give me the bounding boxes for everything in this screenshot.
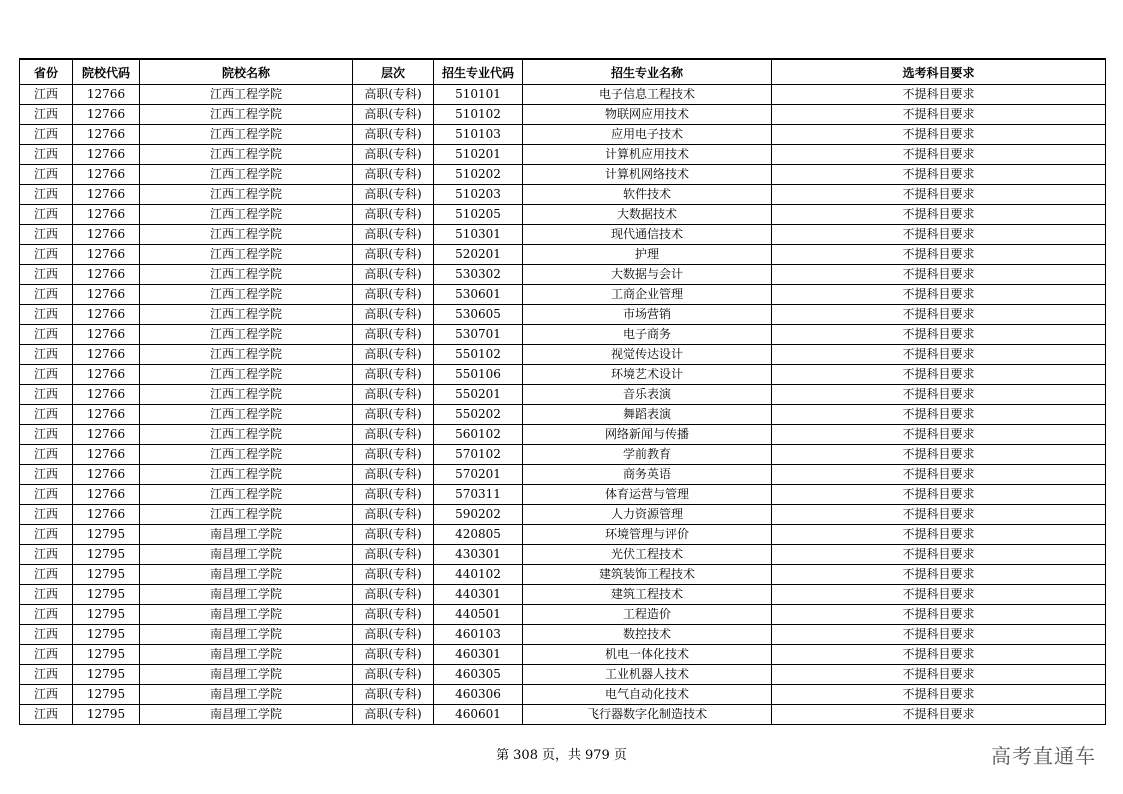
- cell-school-code: 12766: [73, 245, 140, 265]
- cell-province: 江西: [20, 645, 73, 665]
- cell-subject-requirement: 不提科目要求: [772, 445, 1106, 465]
- cell-school-code: 12795: [73, 625, 140, 645]
- cell-level: 高职(专科): [353, 485, 434, 505]
- cell-school-name: 南昌理工学院: [140, 645, 353, 665]
- table-row: [20, 205, 1106, 225]
- cell-level: 高职(专科): [353, 425, 434, 445]
- cell-school-name: 江西工程学院: [140, 145, 353, 165]
- cell-level: 高职(专科): [353, 705, 434, 725]
- cell-major-code: 570311: [434, 485, 523, 505]
- table-row: [20, 665, 1106, 685]
- cell-province: 江西: [20, 445, 73, 465]
- cell-level: 高职(专科): [353, 265, 434, 285]
- cell-major-name: 现代通信技术: [523, 225, 772, 245]
- cell-level: 高职(专科): [353, 445, 434, 465]
- cell-major-name: 光伏工程技术: [523, 545, 772, 565]
- cell-school-code: 12766: [73, 145, 140, 165]
- cell-subject-requirement: 不提科目要求: [772, 565, 1106, 585]
- table-row: [20, 605, 1106, 625]
- cell-school-code: 12766: [73, 345, 140, 365]
- cell-school-name: 江西工程学院: [140, 465, 353, 485]
- cell-school-name: 江西工程学院: [140, 265, 353, 285]
- cell-province: 江西: [20, 105, 73, 125]
- cell-level: 高职(专科): [353, 125, 434, 145]
- table-row: [20, 365, 1106, 385]
- cell-major-name: 软件技术: [523, 185, 772, 205]
- cell-school-name: 江西工程学院: [140, 125, 353, 145]
- table-row: [20, 265, 1106, 285]
- cell-major-name: 数控技术: [523, 625, 772, 645]
- cell-school-name: 南昌理工学院: [140, 605, 353, 625]
- table-row: [20, 285, 1106, 305]
- cell-province: 江西: [20, 285, 73, 305]
- cell-school-code: 12766: [73, 365, 140, 385]
- cell-subject-requirement: 不提科目要求: [772, 285, 1106, 305]
- cell-level: 高职(专科): [353, 105, 434, 125]
- cell-school-code: 12766: [73, 205, 140, 225]
- footer-suffix: 页: [613, 748, 627, 763]
- cell-province: 江西: [20, 185, 73, 205]
- cell-level: 高职(专科): [353, 605, 434, 625]
- cell-school-name: 江西工程学院: [140, 385, 353, 405]
- table-row: [20, 645, 1106, 665]
- table-row: [20, 465, 1106, 485]
- cell-subject-requirement: 不提科目要求: [772, 325, 1106, 345]
- table-row: [20, 325, 1106, 345]
- cell-province: 江西: [20, 465, 73, 485]
- cell-school-code: 12766: [73, 185, 140, 205]
- cell-school-code: 12795: [73, 525, 140, 545]
- cell-province: 江西: [20, 585, 73, 605]
- table-row: [20, 425, 1106, 445]
- cell-school-code: 12766: [73, 445, 140, 465]
- cell-school-code: 12795: [73, 705, 140, 725]
- cell-level: 高职(专科): [353, 325, 434, 345]
- cell-province: 江西: [20, 625, 73, 645]
- cell-major-name: 计算机网络技术: [523, 165, 772, 185]
- cell-school-name: 江西工程学院: [140, 325, 353, 345]
- cell-major-name: 工程造价: [523, 605, 772, 625]
- header-subject-requirement: 选考科目要求: [772, 59, 1106, 85]
- cell-province: 江西: [20, 425, 73, 445]
- cell-school-name: 江西工程学院: [140, 365, 353, 385]
- cell-subject-requirement: 不提科目要求: [772, 525, 1106, 545]
- cell-school-code: 12766: [73, 265, 140, 285]
- cell-subject-requirement: 不提科目要求: [772, 405, 1106, 425]
- cell-subject-requirement: 不提科目要求: [772, 365, 1106, 385]
- cell-school-name: 南昌理工学院: [140, 625, 353, 645]
- cell-level: 高职(专科): [353, 645, 434, 665]
- cell-major-code: 460301: [434, 645, 523, 665]
- table-row: [20, 305, 1106, 325]
- cell-major-code: 440301: [434, 585, 523, 605]
- cell-school-name: 江西工程学院: [140, 245, 353, 265]
- cell-school-code: 12795: [73, 605, 140, 625]
- cell-province: 江西: [20, 225, 73, 245]
- cell-major-code: 420805: [434, 525, 523, 545]
- cell-school-code: 12795: [73, 665, 140, 685]
- cell-level: 高职(专科): [353, 465, 434, 485]
- cell-school-name: 江西工程学院: [140, 485, 353, 505]
- cell-level: 高职(专科): [353, 85, 434, 105]
- cell-major-code: 460305: [434, 665, 523, 685]
- cell-subject-requirement: 不提科目要求: [772, 425, 1106, 445]
- table-header-row: [20, 59, 1106, 85]
- cell-subject-requirement: 不提科目要求: [772, 245, 1106, 265]
- cell-school-code: 12795: [73, 545, 140, 565]
- cell-school-name: 江西工程学院: [140, 445, 353, 465]
- cell-province: 江西: [20, 605, 73, 625]
- header-level: 层次: [353, 59, 434, 85]
- cell-major-name: 市场营销: [523, 305, 772, 325]
- table-row: [20, 625, 1106, 645]
- cell-major-code: 570201: [434, 465, 523, 485]
- watermark: 高考直通车: [991, 744, 1096, 768]
- cell-province: 江西: [20, 265, 73, 285]
- cell-school-code: 12766: [73, 225, 140, 245]
- cell-level: 高职(专科): [353, 545, 434, 565]
- cell-major-name: 环境管理与评价: [523, 525, 772, 545]
- cell-school-code: 12795: [73, 585, 140, 605]
- cell-major-code: 510102: [434, 105, 523, 125]
- cell-subject-requirement: 不提科目要求: [772, 305, 1106, 325]
- cell-major-name: 建筑工程技术: [523, 585, 772, 605]
- cell-province: 江西: [20, 565, 73, 585]
- cell-major-code: 510301: [434, 225, 523, 245]
- cell-school-code: 12766: [73, 485, 140, 505]
- cell-school-name: 南昌理工学院: [140, 665, 353, 685]
- cell-school-name: 江西工程学院: [140, 105, 353, 125]
- cell-level: 高职(专科): [353, 585, 434, 605]
- cell-subject-requirement: 不提科目要求: [772, 85, 1106, 105]
- table-row: [20, 685, 1106, 705]
- cell-subject-requirement: 不提科目要求: [772, 485, 1106, 505]
- cell-province: 江西: [20, 85, 73, 105]
- cell-school-name: 江西工程学院: [140, 345, 353, 365]
- cell-school-code: 12766: [73, 285, 140, 305]
- cell-province: 江西: [20, 125, 73, 145]
- cell-subject-requirement: 不提科目要求: [772, 605, 1106, 625]
- cell-level: 高职(专科): [353, 305, 434, 325]
- table-row: [20, 445, 1106, 465]
- table-row: [20, 105, 1106, 125]
- cell-province: 江西: [20, 365, 73, 385]
- cell-school-code: 12795: [73, 645, 140, 665]
- cell-school-name: 南昌理工学院: [140, 545, 353, 565]
- cell-major-code: 510202: [434, 165, 523, 185]
- cell-major-name: 大数据与会计: [523, 265, 772, 285]
- footer-page-number: 308: [513, 748, 538, 763]
- cell-major-code: 550202: [434, 405, 523, 425]
- cell-school-name: 南昌理工学院: [140, 565, 353, 585]
- table-row: [20, 245, 1106, 265]
- cell-major-code: 440102: [434, 565, 523, 585]
- cell-major-code: 530601: [434, 285, 523, 305]
- table-row: [20, 405, 1106, 425]
- cell-major-name: 体育运营与管理: [523, 485, 772, 505]
- cell-major-name: 人力资源管理: [523, 505, 772, 525]
- cell-subject-requirement: 不提科目要求: [772, 645, 1106, 665]
- cell-province: 江西: [20, 545, 73, 565]
- cell-major-name: 飞行器数字化制造技术: [523, 705, 772, 725]
- cell-major-code: 570102: [434, 445, 523, 465]
- cell-school-code: 12795: [73, 565, 140, 585]
- cell-major-name: 音乐表演: [523, 385, 772, 405]
- cell-school-code: 12766: [73, 85, 140, 105]
- cell-school-code: 12766: [73, 385, 140, 405]
- cell-major-code: 550201: [434, 385, 523, 405]
- cell-school-code: 12766: [73, 105, 140, 125]
- header-school-name: 院校名称: [140, 59, 353, 85]
- cell-major-name: 机电一体化技术: [523, 645, 772, 665]
- footer-middle: 页，共: [541, 748, 581, 763]
- table-row: [20, 585, 1106, 605]
- cell-level: 高职(专科): [353, 345, 434, 365]
- cell-province: 江西: [20, 505, 73, 525]
- cell-major-code: 530701: [434, 325, 523, 345]
- cell-level: 高职(专科): [353, 185, 434, 205]
- cell-province: 江西: [20, 385, 73, 405]
- cell-major-name: 工业机器人技术: [523, 665, 772, 685]
- cell-subject-requirement: 不提科目要求: [772, 705, 1106, 725]
- cell-province: 江西: [20, 525, 73, 545]
- cell-subject-requirement: 不提科目要求: [772, 385, 1106, 405]
- footer-total-pages: 979: [585, 748, 610, 763]
- table-row: [20, 565, 1106, 585]
- cell-province: 江西: [20, 305, 73, 325]
- cell-school-name: 江西工程学院: [140, 225, 353, 245]
- cell-subject-requirement: 不提科目要求: [772, 165, 1106, 185]
- table-row: [20, 485, 1106, 505]
- cell-major-name: 工商企业管理: [523, 285, 772, 305]
- cell-subject-requirement: 不提科目要求: [772, 345, 1106, 365]
- cell-major-name: 大数据技术: [523, 205, 772, 225]
- cell-school-name: 南昌理工学院: [140, 525, 353, 545]
- cell-province: 江西: [20, 685, 73, 705]
- cell-major-name: 舞蹈表演: [523, 405, 772, 425]
- table-row: [20, 545, 1106, 565]
- table-row: [20, 125, 1106, 145]
- cell-school-code: 12795: [73, 685, 140, 705]
- cell-school-code: 12766: [73, 165, 140, 185]
- cell-province: 江西: [20, 665, 73, 685]
- footer-prefix: 第: [496, 748, 510, 763]
- cell-subject-requirement: 不提科目要求: [772, 265, 1106, 285]
- cell-level: 高职(专科): [353, 565, 434, 585]
- cell-subject-requirement: 不提科目要求: [772, 665, 1106, 685]
- header-province: 省份: [20, 59, 73, 85]
- cell-major-code: 510205: [434, 205, 523, 225]
- cell-major-code: 440501: [434, 605, 523, 625]
- cell-subject-requirement: 不提科目要求: [772, 225, 1106, 245]
- cell-province: 江西: [20, 205, 73, 225]
- cell-subject-requirement: 不提科目要求: [772, 105, 1106, 125]
- cell-major-code: 560102: [434, 425, 523, 445]
- cell-school-name: 江西工程学院: [140, 185, 353, 205]
- table-row: [20, 145, 1106, 165]
- cell-major-code: 510101: [434, 85, 523, 105]
- cell-major-code: 510201: [434, 145, 523, 165]
- cell-school-name: 江西工程学院: [140, 405, 353, 425]
- cell-province: 江西: [20, 705, 73, 725]
- cell-school-code: 12766: [73, 125, 140, 145]
- cell-school-name: 江西工程学院: [140, 85, 353, 105]
- cell-major-name: 视觉传达设计: [523, 345, 772, 365]
- cell-major-name: 网络新闻与传播: [523, 425, 772, 445]
- cell-school-name: 江西工程学院: [140, 205, 353, 225]
- cell-subject-requirement: 不提科目要求: [772, 685, 1106, 705]
- cell-province: 江西: [20, 485, 73, 505]
- cell-school-name: 南昌理工学院: [140, 705, 353, 725]
- cell-major-name: 电子商务: [523, 325, 772, 345]
- table-row: [20, 525, 1106, 545]
- header-major-name: 招生专业名称: [523, 59, 772, 85]
- cell-major-name: 学前教育: [523, 445, 772, 465]
- cell-level: 高职(专科): [353, 665, 434, 685]
- cell-level: 高职(专科): [353, 285, 434, 305]
- cell-level: 高职(专科): [353, 245, 434, 265]
- cell-school-name: 江西工程学院: [140, 505, 353, 525]
- cell-subject-requirement: 不提科目要求: [772, 625, 1106, 645]
- cell-province: 江西: [20, 245, 73, 265]
- cell-major-name: 电气自动化技术: [523, 685, 772, 705]
- cell-school-name: 南昌理工学院: [140, 685, 353, 705]
- cell-subject-requirement: 不提科目要求: [772, 205, 1106, 225]
- cell-major-code: 590202: [434, 505, 523, 525]
- cell-subject-requirement: 不提科目要求: [772, 185, 1106, 205]
- header-major-code: 招生专业代码: [434, 59, 523, 85]
- cell-school-name: 南昌理工学院: [140, 585, 353, 605]
- cell-level: 高职(专科): [353, 145, 434, 165]
- table-row: [20, 225, 1106, 245]
- cell-subject-requirement: 不提科目要求: [772, 585, 1106, 605]
- cell-level: 高职(专科): [353, 225, 434, 245]
- table-row: [20, 505, 1106, 525]
- cell-school-code: 12766: [73, 425, 140, 445]
- table-row: [20, 165, 1106, 185]
- cell-level: 高职(专科): [353, 685, 434, 705]
- table-row: [20, 185, 1106, 205]
- cell-major-code: 510203: [434, 185, 523, 205]
- cell-province: 江西: [20, 405, 73, 425]
- cell-school-code: 12766: [73, 305, 140, 325]
- cell-level: 高职(专科): [353, 625, 434, 645]
- cell-school-name: 江西工程学院: [140, 165, 353, 185]
- cell-major-code: 460306: [434, 685, 523, 705]
- page-footer: [0, 744, 1123, 763]
- cell-major-code: 460103: [434, 625, 523, 645]
- cell-major-code: 530302: [434, 265, 523, 285]
- cell-major-name: 计算机应用技术: [523, 145, 772, 165]
- cell-major-name: 电子信息工程技术: [523, 85, 772, 105]
- cell-province: 江西: [20, 145, 73, 165]
- cell-subject-requirement: 不提科目要求: [772, 465, 1106, 485]
- cell-major-code: 550106: [434, 365, 523, 385]
- cell-school-name: 江西工程学院: [140, 425, 353, 445]
- cell-school-name: 江西工程学院: [140, 285, 353, 305]
- admission-table: [19, 58, 1106, 725]
- cell-level: 高职(专科): [353, 385, 434, 405]
- header-school-code: 院校代码: [73, 59, 140, 85]
- cell-province: 江西: [20, 325, 73, 345]
- cell-level: 高职(专科): [353, 365, 434, 385]
- table-row: [20, 705, 1106, 725]
- cell-major-code: 520201: [434, 245, 523, 265]
- cell-major-code: 430301: [434, 545, 523, 565]
- cell-school-code: 12766: [73, 405, 140, 425]
- cell-subject-requirement: 不提科目要求: [772, 125, 1106, 145]
- cell-school-code: 12766: [73, 465, 140, 485]
- cell-major-code: 530605: [434, 305, 523, 325]
- cell-province: 江西: [20, 165, 73, 185]
- table-row: [20, 385, 1106, 405]
- cell-level: 高职(专科): [353, 165, 434, 185]
- cell-level: 高职(专科): [353, 525, 434, 545]
- cell-subject-requirement: 不提科目要求: [772, 505, 1106, 525]
- table-row: [20, 345, 1106, 365]
- cell-level: 高职(专科): [353, 205, 434, 225]
- cell-major-code: 460601: [434, 705, 523, 725]
- cell-major-name: 建筑装饰工程技术: [523, 565, 772, 585]
- cell-subject-requirement: 不提科目要求: [772, 145, 1106, 165]
- cell-level: 高职(专科): [353, 405, 434, 425]
- cell-subject-requirement: 不提科目要求: [772, 545, 1106, 565]
- cell-major-name: 应用电子技术: [523, 125, 772, 145]
- cell-major-code: 550102: [434, 345, 523, 365]
- table-body: [20, 85, 1106, 725]
- cell-level: 高职(专科): [353, 505, 434, 525]
- admission-table-container: [19, 58, 1105, 725]
- cell-province: 江西: [20, 345, 73, 365]
- cell-major-code: 510103: [434, 125, 523, 145]
- cell-major-name: 护理: [523, 245, 772, 265]
- cell-school-code: 12766: [73, 505, 140, 525]
- cell-school-code: 12766: [73, 325, 140, 345]
- cell-major-name: 环境艺术设计: [523, 365, 772, 385]
- table-row: [20, 85, 1106, 105]
- cell-school-name: 江西工程学院: [140, 305, 353, 325]
- cell-major-name: 商务英语: [523, 465, 772, 485]
- cell-major-name: 物联网应用技术: [523, 105, 772, 125]
